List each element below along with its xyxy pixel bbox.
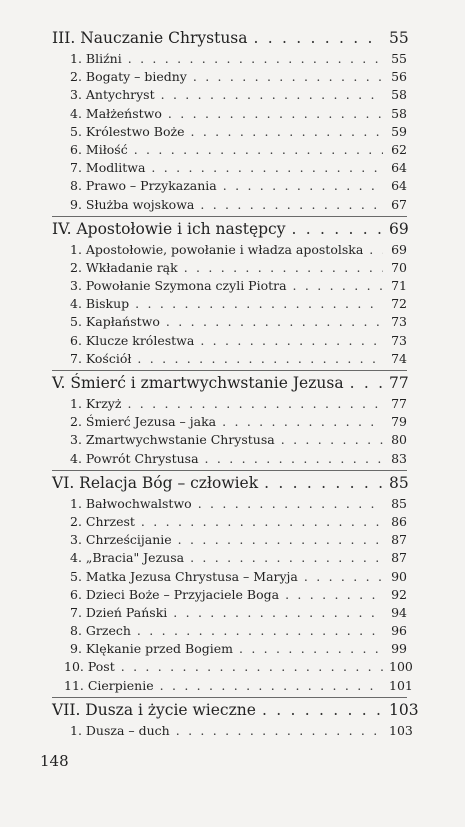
section-title: V. Śmierć i zmartwychwstanie Jezusa	[52, 374, 344, 392]
toc-item	[52, 432, 407, 450]
dot-leader	[160, 678, 383, 693]
item-page: 73	[391, 314, 407, 330]
dot-leader	[281, 432, 383, 447]
toc-item	[52, 160, 407, 178]
toc-item	[52, 69, 407, 87]
item-title: 6. Dzieci Boże – Przyjaciele Boga	[70, 586, 280, 602]
dot-leader	[262, 701, 383, 719]
item-page: 74	[391, 350, 407, 366]
item-title: 8. Grzech	[70, 623, 131, 639]
section-divider	[52, 216, 407, 217]
section-title: IV. Apostołowie i ich następcy	[52, 219, 286, 238]
item-title: 5. Królestwo Boże	[70, 123, 185, 139]
dot-leader	[350, 374, 383, 392]
toc-item	[52, 550, 407, 568]
item-page: 58	[391, 105, 407, 121]
item-title: 7. Kościół	[70, 350, 132, 366]
section-title: VI. Relacja Bóg – człowiek	[52, 473, 259, 492]
item-page: 55	[391, 51, 407, 66]
item-page: 58	[391, 87, 407, 103]
toc-item	[52, 414, 407, 432]
table-of-contents	[52, 26, 419, 741]
dot-leader	[254, 29, 383, 47]
toc-item	[52, 296, 407, 314]
item-page: 92	[391, 586, 407, 602]
section-page: 69	[389, 219, 409, 238]
toc-item	[52, 532, 407, 550]
item-title: 4. Biskup	[70, 296, 130, 312]
item-title: 1. Krzyż	[70, 396, 122, 411]
dot-leader	[239, 641, 383, 656]
item-page: 87	[391, 550, 407, 566]
dot-leader	[222, 414, 383, 429]
toc-item	[52, 51, 407, 69]
dot-leader	[134, 142, 383, 157]
item-page: 79	[391, 414, 407, 430]
item-title: 2. Bogaty – biedny	[70, 69, 187, 85]
item-page: 96	[391, 623, 407, 639]
item-page: 72	[391, 296, 407, 312]
item-page: 69	[391, 241, 407, 257]
dot-leader	[285, 587, 383, 602]
dot-leader	[173, 605, 383, 620]
toc-section	[52, 220, 407, 242]
item-title: 8. Prawo – Przykazania	[70, 178, 217, 194]
dot-leader	[264, 474, 383, 492]
item-title: 3. Chrześcijanie	[70, 532, 172, 548]
toc-section	[52, 374, 407, 396]
toc-item	[52, 106, 407, 124]
dot-leader	[190, 124, 383, 139]
item-title: 1. Dusza – duch	[70, 722, 170, 738]
toc-item	[52, 451, 407, 469]
toc-item	[52, 569, 407, 587]
toc-item	[52, 87, 407, 105]
item-title: 5. Kapłaństwo	[70, 314, 160, 330]
item-title: 9. Klękanie przed Bogiem	[70, 641, 233, 657]
toc-item	[52, 278, 407, 296]
toc-item	[52, 242, 407, 260]
toc-item	[52, 142, 407, 160]
dot-leader	[135, 296, 383, 311]
toc-item	[52, 641, 407, 659]
item-page: 85	[391, 495, 407, 511]
toc-item	[52, 351, 407, 369]
item-title: 2. Chrzest	[70, 513, 135, 529]
dot-leader	[137, 351, 383, 366]
dot-leader	[193, 69, 383, 84]
section-page: 85	[389, 473, 409, 492]
item-page: 100	[389, 659, 413, 675]
toc-section	[52, 29, 407, 51]
item-page: 73	[391, 332, 407, 348]
dot-leader	[161, 87, 383, 102]
dot-leader	[184, 260, 383, 275]
item-title: 10. Post	[64, 659, 115, 675]
dot-leader	[127, 396, 383, 411]
toc-section	[52, 474, 407, 496]
section-title: VII. Dusza i życie wieczne	[52, 700, 256, 719]
item-title: 7. Dzień Pański	[70, 604, 168, 620]
item-page: 87	[391, 532, 407, 548]
item-title: 4. „Bracia" Jezusa	[70, 550, 185, 566]
dot-leader	[369, 242, 383, 257]
item-page: 70	[391, 259, 407, 275]
toc-item	[52, 722, 413, 741]
toc-item	[52, 396, 407, 414]
toc-section	[52, 700, 419, 723]
toc-item	[52, 496, 407, 514]
item-page: 83	[391, 450, 407, 466]
item-title: 9. Służba wojskowa	[70, 196, 195, 212]
item-page: 101	[389, 677, 413, 693]
dot-leader	[137, 623, 383, 638]
section-page: 55	[389, 29, 409, 47]
item-page: 90	[391, 568, 407, 584]
section-divider	[52, 470, 407, 471]
item-page: 64	[391, 178, 407, 194]
item-page: 67	[391, 196, 407, 212]
item-title: 11. Cierpienie	[64, 677, 154, 693]
toc-item	[52, 197, 407, 215]
item-page: 99	[391, 641, 407, 657]
item-page: 94	[391, 604, 407, 620]
dot-leader	[200, 333, 383, 348]
toc-item	[52, 514, 407, 532]
section-title: III. Nauczanie Chrystusa	[52, 29, 248, 47]
section-page: 77	[389, 374, 409, 392]
item-page: 64	[391, 160, 407, 176]
dot-leader	[178, 532, 383, 547]
item-page: 80	[391, 432, 407, 448]
item-page: 103	[389, 722, 413, 738]
item-title: 4. Powrót Chrystusa	[70, 450, 199, 466]
dot-leader	[166, 314, 383, 329]
toc-item	[52, 314, 407, 332]
item-title: 1. Bliźni	[70, 51, 122, 66]
item-title: 5. Matka Jezusa Chrystusa – Maryja	[70, 568, 298, 584]
item-title: 3. Zmartwychwstanie Chrystusa	[70, 432, 275, 448]
item-title: 6. Klucze królestwa	[70, 332, 195, 348]
item-page: 77	[391, 396, 407, 411]
toc-item	[52, 178, 407, 196]
item-title: 3. Powołanie Szymona czyli Piotra	[70, 278, 287, 294]
dot-leader	[205, 451, 383, 466]
page-number: 148	[40, 752, 69, 770]
dot-leader	[176, 723, 383, 738]
dot-leader	[293, 278, 383, 293]
dot-leader	[223, 178, 383, 193]
dot-leader	[304, 569, 383, 584]
item-title: 2. Śmierć Jezusa – jaka	[70, 414, 217, 430]
item-title: 1. Apostołowie, powołanie i władza apostolska	[70, 241, 364, 257]
toc-item	[52, 677, 413, 696]
section-divider	[52, 697, 407, 698]
toc-item	[52, 659, 413, 677]
toc-item	[52, 333, 407, 351]
dot-leader	[190, 550, 383, 565]
dot-leader	[151, 160, 383, 175]
item-page: 62	[391, 141, 407, 157]
dot-leader	[168, 106, 383, 121]
item-page: 59	[391, 123, 407, 139]
item-page: 86	[391, 513, 407, 529]
dot-leader	[141, 514, 383, 529]
item-page: 71	[391, 278, 407, 294]
item-title: 1. Bałwochwalstwo	[70, 495, 192, 511]
item-page: 56	[391, 69, 407, 85]
item-title: 4. Małżeństwo	[70, 105, 162, 121]
toc-item	[52, 124, 407, 142]
item-title: 2. Wkładanie rąk	[70, 259, 178, 275]
item-title: 6. Miłość	[70, 141, 128, 157]
item-title: 3. Antychryst	[70, 87, 155, 103]
dot-leader	[128, 51, 383, 66]
dot-leader	[121, 659, 383, 674]
toc-item	[52, 260, 407, 278]
section-divider	[52, 370, 407, 371]
dot-leader	[291, 220, 383, 238]
section-page: 103	[389, 700, 419, 719]
toc-item	[52, 587, 407, 605]
item-title: 7. Modlitwa	[70, 160, 146, 176]
dot-leader	[198, 496, 383, 511]
toc-item	[52, 623, 407, 641]
toc-item	[52, 605, 407, 623]
dot-leader	[200, 197, 383, 212]
